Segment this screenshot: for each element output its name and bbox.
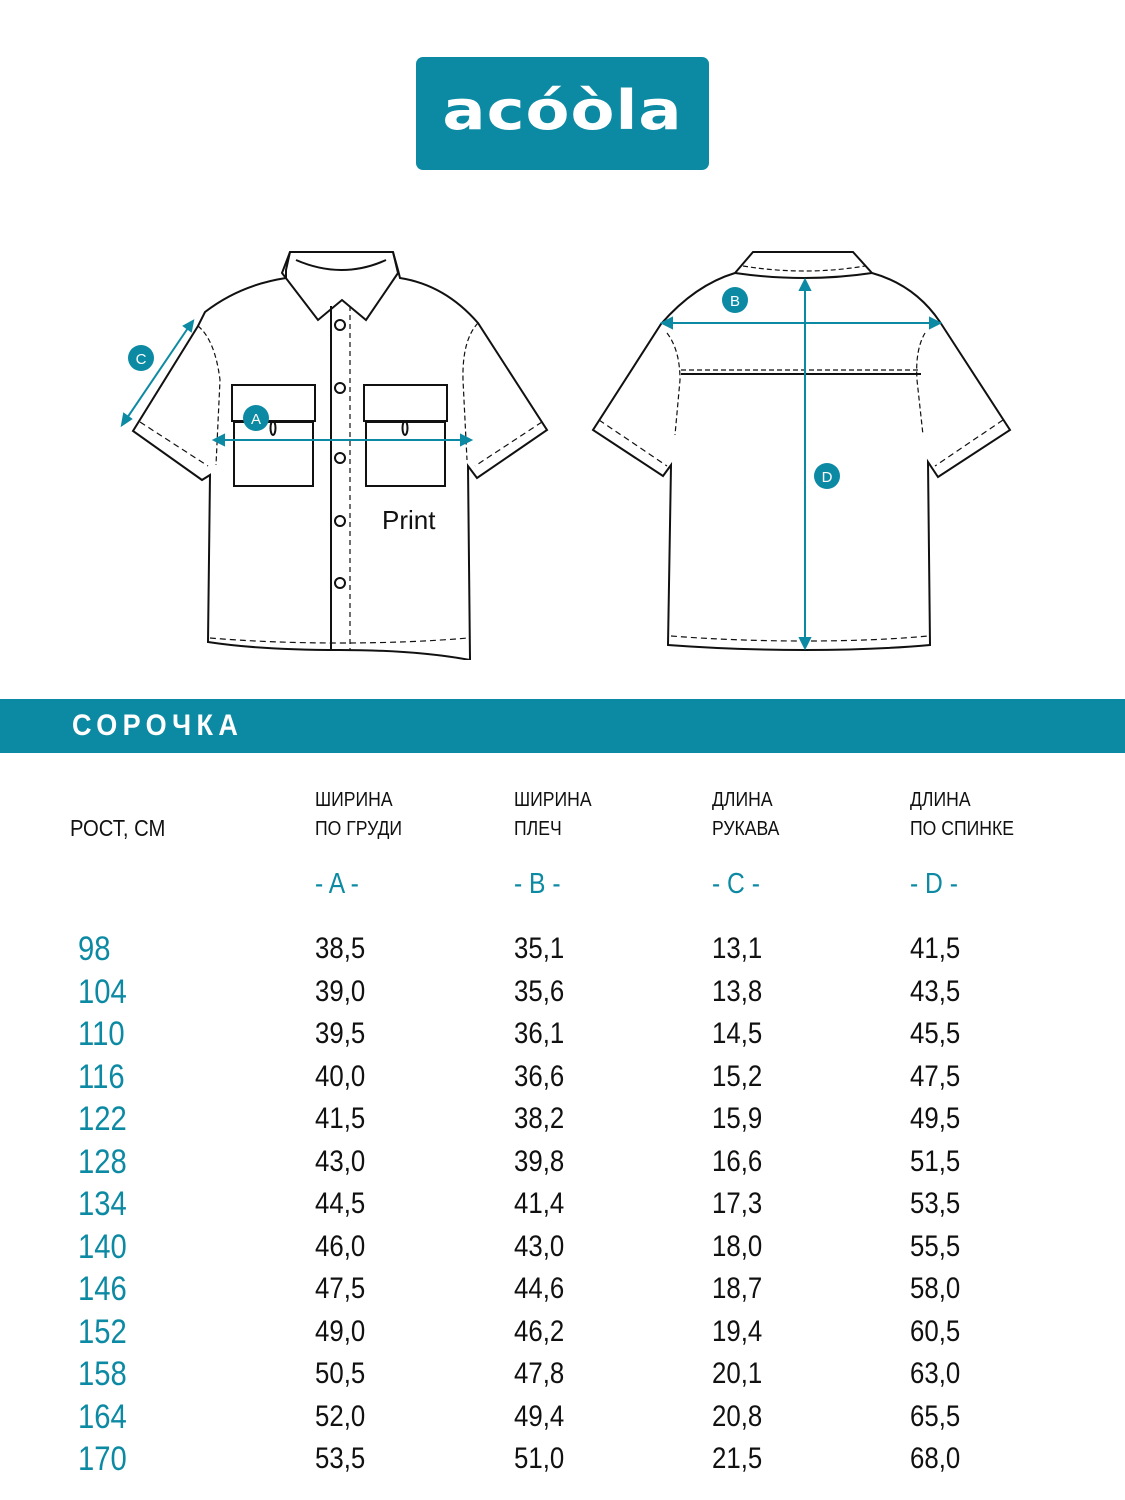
measure-cell-a: 43,0 [315, 1144, 366, 1178]
column-header-d-line1: ДЛИНА [910, 789, 971, 811]
marker-b [722, 287, 748, 313]
height-cell: 170 [78, 1440, 127, 1478]
measure-cell-c: 18,7 [712, 1272, 763, 1305]
column-letter-b: - B - [514, 868, 561, 900]
measure-cell-c: 20,1 [712, 1357, 763, 1390]
measure-cell-b: 36,6 [514, 1059, 565, 1093]
measure-cell-d: 43,5 [910, 974, 961, 1008]
measure-cell-b: 35,6 [514, 974, 565, 1008]
column-header-c-line1: ДЛИНА [712, 789, 773, 811]
table-row [0, 1098, 1125, 1140]
height-cell: 140 [78, 1227, 127, 1266]
measure-cell-d: 49,5 [910, 1102, 961, 1135]
measure-cell-d: 45,5 [910, 1017, 961, 1050]
table-row [0, 971, 1125, 1013]
column-header-b-line2: ПЛЕЧ [514, 818, 562, 840]
column-header-c [712, 786, 779, 844]
table-row [0, 1396, 1125, 1438]
shirt-front-drawing [110, 240, 560, 660]
measure-cell-a: 39,0 [315, 974, 366, 1008]
measure-cell-a: 41,5 [315, 1102, 366, 1135]
marker-c [128, 345, 154, 371]
measure-cell-d: 58,0 [910, 1272, 961, 1305]
height-cell: 104 [78, 972, 127, 1011]
column-letter-c: - C - [712, 868, 760, 900]
measure-cell-c: 15,9 [712, 1102, 763, 1135]
measure-cell-b: 39,8 [514, 1144, 565, 1178]
measure-cell-a: 44,5 [315, 1187, 366, 1220]
measure-cell-d: 41,5 [910, 932, 961, 965]
measure-cell-d: 47,5 [910, 1059, 961, 1093]
height-cell: 128 [78, 1142, 127, 1181]
marker-a [243, 405, 269, 431]
table-row [0, 1311, 1125, 1353]
table-row [0, 1056, 1125, 1098]
column-letter-a: - A - [315, 868, 359, 900]
measure-cell-c: 19,4 [712, 1314, 763, 1348]
measure-cell-d: 53,5 [910, 1187, 961, 1220]
measure-cell-c: 20,8 [712, 1399, 763, 1433]
measure-cell-d: 65,5 [910, 1399, 961, 1433]
column-header-c-line2: РУКАВА [712, 818, 780, 840]
measure-cell-a: 40,0 [315, 1059, 366, 1093]
column-header-a [315, 786, 402, 844]
measure-cell-b: 51,0 [514, 1442, 565, 1475]
table-row [0, 1226, 1125, 1268]
column-header-b [514, 786, 592, 844]
column-header-d-line2: ПО СПИНКЕ [910, 818, 1014, 840]
svg-text:C: C [135, 351, 147, 368]
height-cell: 152 [78, 1312, 127, 1351]
measure-cell-b: 38,2 [514, 1102, 565, 1135]
measure-cell-b: 47,8 [514, 1357, 565, 1390]
marker-d [814, 463, 840, 489]
column-header-a-line2: ПО ГРУДИ [315, 818, 403, 840]
height-cell: 146 [78, 1270, 127, 1308]
svg-text:D: D [821, 469, 833, 486]
section-band [0, 699, 1125, 753]
measure-cell-c: 13,8 [712, 974, 763, 1008]
height-cell: 98 [78, 930, 111, 968]
column-letter-d: - D - [910, 868, 958, 900]
measure-cell-b: 44,6 [514, 1272, 565, 1305]
svg-text:A: A [250, 411, 262, 428]
measure-cell-d: 63,0 [910, 1357, 961, 1390]
height-cell: 134 [78, 1185, 127, 1223]
measure-cell-b: 41,4 [514, 1187, 565, 1220]
measure-cell-d: 68,0 [910, 1442, 961, 1475]
table-row [0, 1353, 1125, 1395]
measure-cell-a: 46,0 [315, 1229, 366, 1263]
table-row [0, 1183, 1125, 1225]
measure-cell-c: 21,5 [712, 1442, 763, 1475]
column-header-b-line1: ШИРИНА [514, 789, 592, 811]
measure-cell-b: 43,0 [514, 1229, 565, 1263]
column-header-a-line1: ШИРИНА [315, 789, 393, 811]
shirt-back-drawing [585, 240, 1015, 660]
column-header-d [910, 786, 1014, 844]
brand-logo [416, 57, 709, 170]
measure-cell-a: 49,0 [315, 1314, 366, 1348]
measure-cell-b: 35,1 [514, 932, 565, 965]
table-row [0, 1268, 1125, 1310]
height-cell: 164 [78, 1397, 127, 1436]
measure-cell-d: 51,5 [910, 1144, 961, 1178]
measure-cell-c: 14,5 [712, 1017, 763, 1050]
measure-cell-c: 13,1 [712, 932, 763, 965]
measure-cell-c: 18,0 [712, 1229, 763, 1263]
measure-cell-c: 16,6 [712, 1144, 763, 1178]
height-cell: 110 [78, 1015, 125, 1053]
measure-cell-a: 50,5 [315, 1357, 366, 1390]
measure-cell-d: 60,5 [910, 1314, 961, 1348]
measure-cell-b: 46,2 [514, 1314, 565, 1348]
height-cell: 116 [78, 1057, 125, 1096]
print-label: Print [382, 505, 436, 535]
table-row [0, 1013, 1125, 1055]
section-title: СОРОЧКА [72, 709, 244, 742]
measure-cell-b: 49,4 [514, 1399, 565, 1433]
measure-cell-a: 39,5 [315, 1017, 366, 1050]
height-cell: 158 [78, 1355, 127, 1393]
table-row [0, 1438, 1125, 1480]
measure-cell-b: 36,1 [514, 1017, 565, 1050]
brand-logo-text: acóòla [442, 79, 683, 142]
measure-cell-a: 38,5 [315, 932, 366, 965]
measure-cell-c: 15,2 [712, 1059, 763, 1093]
measure-cell-c: 17,3 [712, 1187, 763, 1220]
table-row [0, 1141, 1125, 1183]
measure-cell-a: 47,5 [315, 1272, 366, 1305]
measure-cell-a: 53,5 [315, 1442, 366, 1475]
table-row [0, 928, 1125, 970]
height-column-header: РОСТ, СМ [70, 815, 166, 841]
measure-cell-d: 55,5 [910, 1229, 961, 1263]
svg-text:B: B [729, 293, 741, 310]
measure-cell-a: 52,0 [315, 1399, 366, 1433]
height-cell: 122 [78, 1100, 127, 1138]
